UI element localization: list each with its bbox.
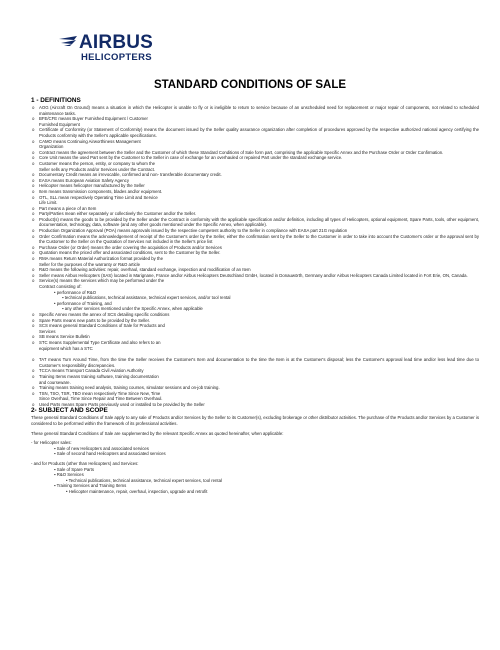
- definition-continuation: equipment which has a STC: [39, 345, 93, 351]
- definition-text: Specific Annex means the annex of SCS detailing specific conditions: [39, 311, 170, 317]
- definition-text: Order Confirmation means the acknowledgement of receipt of the Customer's order by the Seller, either the confirmation sent by the Seller to the Customer in order to take into account the Customer's order or the approval sent by the Customer to the Seller on the Quotation of Services not included in the Seller's price list: [39, 233, 479, 245]
- products-subitem: [31, 489, 479, 495]
- services-item-text: performance of Training, and: [56, 300, 112, 306]
- list-item-text: Sale of new Helicopters and associated services: [56, 445, 149, 451]
- definition-text: Training Items means training software, training documentation: [39, 373, 159, 379]
- definition-text: R&O means the following activities: repair, overhaul, standard exchange, inspection and modification of an Item: [39, 267, 251, 273]
- circle-bullet-icon: o: [32, 334, 35, 340]
- document-body: [31, 97, 479, 495]
- circle-bullet-icon: o: [32, 172, 35, 178]
- circle-bullet-icon: o: [32, 401, 35, 407]
- circle-bullet-icon: o: [32, 149, 35, 155]
- definition-text: SB means Service Bulletin: [39, 334, 90, 340]
- circle-bullet-icon: o: [32, 311, 35, 317]
- airbus-helicopters-logo: [58, 31, 170, 71]
- circle-bullet-icon: o: [32, 323, 35, 329]
- circle-bullet-icon: o: [32, 127, 35, 133]
- square-bullet-icon: ▪: [62, 295, 64, 301]
- definition-text: Item means transmission components, blades and/or equipment.: [39, 188, 163, 194]
- square-bullet-icon: ▪: [54, 472, 56, 478]
- definition-coc: [31, 127, 479, 138]
- definition-continuation: Seller sells any Products and/or Services under the Contract.: [39, 166, 156, 172]
- definition-tat: [31, 357, 479, 368]
- circle-bullet-icon: o: [32, 177, 35, 183]
- list-item-text: R&O Services: [56, 472, 84, 478]
- airbus-logo-icon: [58, 35, 78, 47]
- circle-bullet-icon: o: [32, 194, 35, 200]
- circle-bullet-icon: o: [32, 228, 35, 234]
- definition-text: STC means Supplemental Type Certificate and also refers to an: [39, 339, 161, 345]
- definition-text: Product(s) means the goods to be provided by the Seller under the Contract in conformity with the applicable specification and/or definition, including all types of Helicopters, optional equipment, Spare Parts, tools, other equipment, documentation, technology, data, software (and any other goods mentioned under the Specific Annex, when applicable).: [39, 216, 479, 228]
- circle-bullet-icon: o: [32, 317, 35, 323]
- list-item-text: Helicopter maintenance, repair, overhaul, inspection, upgrade and retrofit: [68, 489, 208, 494]
- definition-text: Certificate of Conformity (or Statement of Conformity) means the document issued by the Seller quality assurance organization after completion of procedures approved by the respective authorized national agency certifying the Products conformity with the Seller's applicable specifications.: [39, 127, 479, 138]
- definition-products: [31, 217, 479, 228]
- list-item-text: Technical publications, technical assistance, technical expert services, tool rental: [68, 477, 222, 483]
- circle-bullet-icon: o: [32, 272, 35, 278]
- definition-text: RMA means Return Material Authorization format provided by the: [39, 256, 163, 262]
- definition-text: Training means training need analysis, training courses, simulator sessions and on-job training.: [39, 385, 220, 391]
- circle-bullet-icon: o: [32, 211, 35, 217]
- circle-bullet-icon: o: [32, 233, 35, 239]
- square-bullet-icon: ▪: [54, 451, 56, 457]
- services-item-text: performance of R&O: [56, 289, 97, 295]
- definition-text: Party/Parties mean either separately or collectively the Customer and/or the Seller.: [39, 211, 197, 217]
- circle-bullet-icon: o: [32, 105, 35, 110]
- definition-text: Spare Parts means new parts to be provided by the Seller.: [39, 317, 151, 323]
- circle-bullet-icon: o: [32, 368, 35, 374]
- circle-bullet-icon: o: [32, 155, 35, 161]
- circle-bullet-icon: o: [32, 205, 35, 211]
- definition-continuation: Services: [39, 328, 56, 334]
- services-subitem-text: any other services mentioned under the Specific Annex, when applicable: [64, 306, 203, 312]
- definition-text: Contract means the agreement between the Seller and the Customer of which these Standard Conditions of Sale form part, comprising the applicable Specific Annex and the Purchase Order or Order Confirmation.: [39, 149, 444, 155]
- definition-text: Service(s) means the services which may be performed under the: [39, 278, 165, 284]
- square-bullet-icon: ▪: [54, 466, 56, 472]
- definition-text: TSN, TSO, TSR, TBO mean respectively Time Since New, Time: [39, 390, 161, 396]
- circle-bullet-icon: o: [32, 244, 35, 250]
- circle-bullet-icon: o: [32, 385, 35, 391]
- square-bullet-icon: ▪: [62, 306, 64, 312]
- definition-aog: [31, 105, 479, 116]
- circle-bullet-icon: o: [32, 278, 35, 284]
- definition-text: Production Organization Approval (POA) means approvals issued by the respective competent authority to the Seller in compliance with EASA part 21G regulation: [39, 228, 348, 234]
- definition-continuation: Life Limit.: [39, 200, 58, 206]
- bullet-icon: •: [54, 289, 56, 295]
- circle-bullet-icon: o: [32, 183, 35, 189]
- square-bullet-icon: ▪: [54, 445, 56, 451]
- helicopter-sales-intro: - for Helicopter sales:: [31, 440, 72, 446]
- definition-text: SCS means general Standard Conditions of Sale for Products and: [39, 323, 165, 329]
- list-item-text: Sale of Spare Parts: [56, 466, 94, 472]
- products-services-intro: - and for Products (other than Helicopters) and Services:: [31, 461, 139, 467]
- definition-text: CAMO means Continuing Airworthiness Management: [39, 138, 141, 144]
- circle-bullet-icon: o: [32, 267, 35, 273]
- section-2-heading: 2- SUBJECT AND SCOPE: [31, 407, 108, 415]
- definition-text: TCCA means Transport Canada Civil Aviation Authority: [39, 368, 144, 374]
- definition-continuation: Furnished Equipment: [39, 121, 80, 127]
- definition-text: TAT means Turn Around Time, from the time the Seller receives the Customer's Item and documentation to the time the Item is at the Customer's disposal; less the Customer's approval lead time and/or less lead time due to Customer's responsibility discrepancies.: [39, 357, 479, 368]
- definition-continuation: Since Overhaul, Time Since Repair and Time Between Overhaul.: [39, 396, 163, 402]
- bullet-icon: •: [54, 300, 56, 306]
- bullet-icon: •: [66, 477, 68, 483]
- definition-text: Part means a piece of an Item: [39, 205, 97, 211]
- definition-text: Used Parts means Spare Parts previously used or installed to be provided by the Seller: [39, 401, 205, 407]
- definition-text: Documentary Credit means an irrevocable, confirmed and non- transferable documentary credit.: [39, 172, 222, 178]
- definition-text: BFE/CFE means Buyer Furnished Equipment / Customer: [39, 116, 148, 122]
- definition-text: EASA means European Aviation Safety Agency: [39, 177, 129, 183]
- circle-bullet-icon: o: [32, 390, 35, 396]
- definition-continuation: and courseware.: [39, 379, 71, 385]
- definition-continuation: Contract consisting of:: [39, 284, 82, 289]
- circle-bullet-icon: o: [32, 373, 35, 379]
- bullet-icon: •: [66, 489, 68, 494]
- definition-text: OTL, SLL mean respectively Operating Time Limit and Service: [39, 194, 158, 200]
- definition-text: Customer means the person, entity, or company to whom the: [39, 160, 155, 166]
- definition-text: Core Unit means the used Part sent by the Customer to the Seller in case of exchange for an overhauled or repaired Part under the standard exchange service.: [39, 155, 343, 161]
- section-1-heading: 1 - DEFINITIONS: [31, 97, 81, 104]
- brand-name: AIRBUS: [79, 32, 154, 53]
- list-item-text: Sale of second hand Helicopters and associated services: [56, 451, 166, 457]
- circle-bullet-icon: o: [32, 188, 35, 194]
- definition-text: Seller means Airbus Helicopters (SAS) located in Marignane, France and/or Airbus Helicopters Deutschland GmbH, located in Donauwörth, Germany and/or Airbus Helicopters Canada Limited located in Fort Erie, ON, Canada.: [39, 272, 468, 278]
- brand-subname: HELICOPTERS: [81, 52, 152, 63]
- document-title: STANDARD CONDITIONS OF SALE: [153, 79, 347, 91]
- circle-bullet-icon: o: [32, 339, 35, 345]
- definition-continuation: Seller for the purposes of the warranty or R&O article: [39, 261, 141, 267]
- definition-text: AOG (Aircraft On Ground) means a situation in which the Helicopter is unable to fly or is ineligible to return to service because of an unscheduled need for replacement or major repair of components, not related to scheduled maintenance tasks.: [39, 105, 479, 116]
- definition-continuation: Organization: [39, 144, 64, 150]
- services-subitem-text: technical publications, technical assistance, technical expert services, and/or tool rental: [64, 295, 231, 301]
- scope-paragraph-2: These general Standard Conditions of Sale are supplemented by the relevant Specific Annex as quoted hereinafter, when applicable:: [31, 430, 284, 436]
- circle-bullet-icon: o: [32, 138, 35, 144]
- list-item-text: Training Services and Training Items: [56, 483, 127, 489]
- circle-bullet-icon: o: [32, 357, 35, 363]
- definition-text: Purchase Order (or Order) means the order covering the acquisition of Products and/or Services: [39, 244, 222, 250]
- circle-bullet-icon: o: [32, 116, 35, 122]
- circle-bullet-icon: o: [32, 216, 35, 222]
- circle-bullet-icon: o: [32, 250, 35, 256]
- circle-bullet-icon: o: [32, 160, 35, 166]
- circle-bullet-icon: o: [32, 256, 35, 262]
- definition-text: Helicopter means helicopter manufactured by the Seller: [39, 183, 145, 189]
- scope-paragraph-1: These general Standard Conditions of Sale apply to any sale of Products and/or Services by the Seller to its Customer(s), excluding brokerage or other distributor activities. The purchase of the Products and/or Services by a Customer is considered to be performed within the framework of its professional activities.: [31, 415, 479, 427]
- definition-text: Quotation means the priced offer and associated conditions, sent to the Customer by the Seller.: [39, 250, 221, 256]
- square-bullet-icon: ▪: [54, 483, 56, 489]
- definition-order-confirmation: [31, 234, 479, 245]
